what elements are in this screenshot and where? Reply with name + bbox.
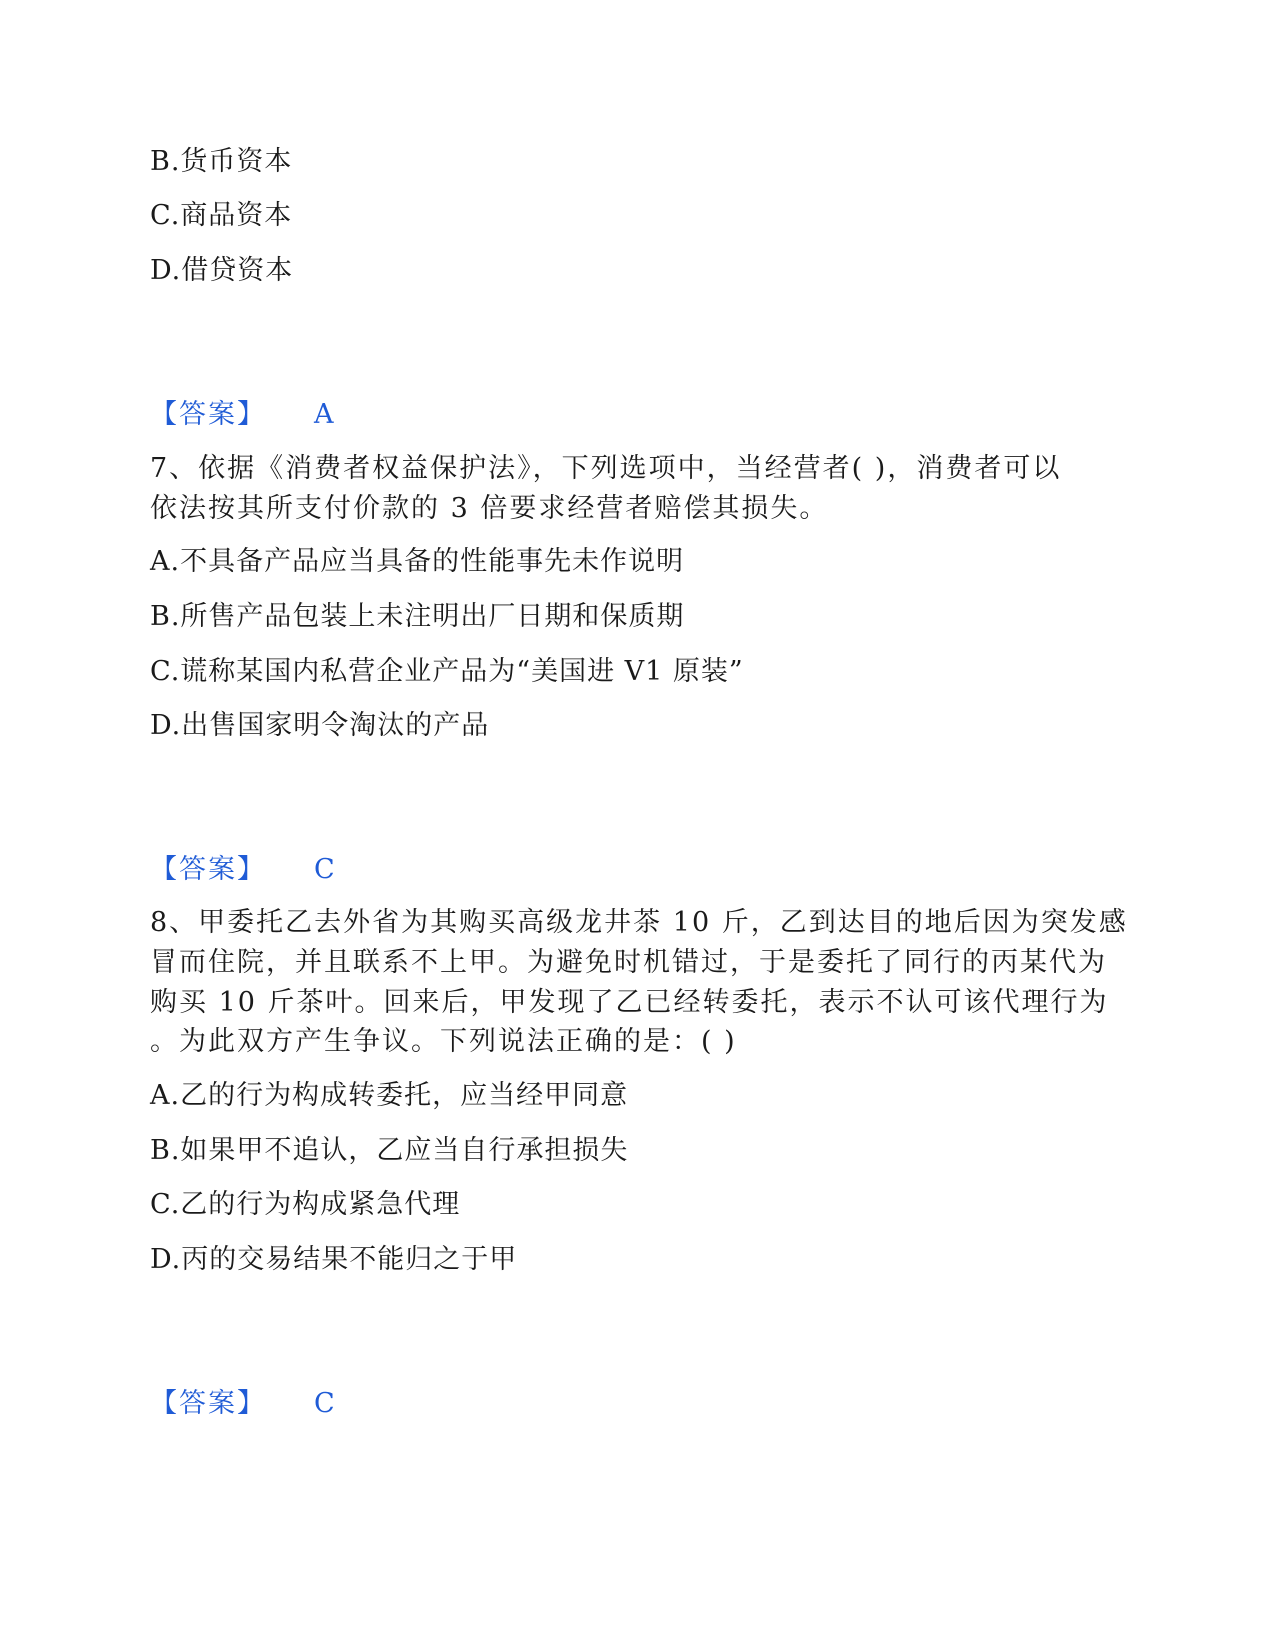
answer-label: 【答案】 xyxy=(150,399,266,430)
q7-answer xyxy=(150,850,335,890)
q8-stem-line-2: 冒而住院，并且联系不上甲。为避免时机错过，于是委托了同行的丙某代为 xyxy=(150,947,1107,978)
q6-option-c: C.商品资本 xyxy=(150,200,293,231)
q7-option-d: D.出售国家明令淘汰的产品 xyxy=(150,710,490,741)
q7-stem-line-1: 7、依据《消费者权益保护法》，下列选项中，当经营者( )，消费者可以 xyxy=(150,453,1062,484)
q7-option-c: C.谎称某国内私营企业产品为“美国进 V1 原装” xyxy=(150,656,744,687)
q8-option-d: D.丙的交易结果不能归之于甲 xyxy=(150,1244,518,1275)
q6-answer xyxy=(150,395,334,435)
q7-stem-line-2: 依法按其所支付价款的 3 倍要求经营者赔偿其损失。 xyxy=(150,493,829,524)
q8-stem-line-4: 。为此双方产生争议。下列说法正确的是：( ) xyxy=(150,1026,737,1057)
q8-option-a: A.乙的行为构成转委托，应当经甲同意 xyxy=(150,1080,629,1111)
answer-value: A xyxy=(314,399,334,430)
answer-label: 【答案】 xyxy=(150,1388,266,1419)
answer-value: C xyxy=(314,854,335,885)
q7-option-a: A.不具备产品应当具备的性能事先未作说明 xyxy=(150,546,685,577)
q8-option-b: B.如果甲不追认，乙应当自行承担损失 xyxy=(150,1135,629,1166)
q8-stem-line-3: 购买 10 斤茶叶。回来后，甲发现了乙已经转委托，表示不认可该代理行为 xyxy=(150,987,1109,1018)
q8-answer xyxy=(150,1384,335,1424)
q8-option-c: C.乙的行为构成紧急代理 xyxy=(150,1189,461,1220)
answer-value: C xyxy=(314,1388,335,1419)
answer-label: 【答案】 xyxy=(150,854,266,885)
q6-option-b: B.货币资本 xyxy=(150,146,293,177)
q7-option-b: B.所售产品包装上未注明出厂日期和保质期 xyxy=(150,601,685,632)
q8-stem-line-1: 8、甲委托乙去外省为其购买高级龙井茶 10 斤，乙到达目的地后因为突发感 xyxy=(150,907,1128,938)
q6-option-d: D.借贷资本 xyxy=(150,255,294,286)
